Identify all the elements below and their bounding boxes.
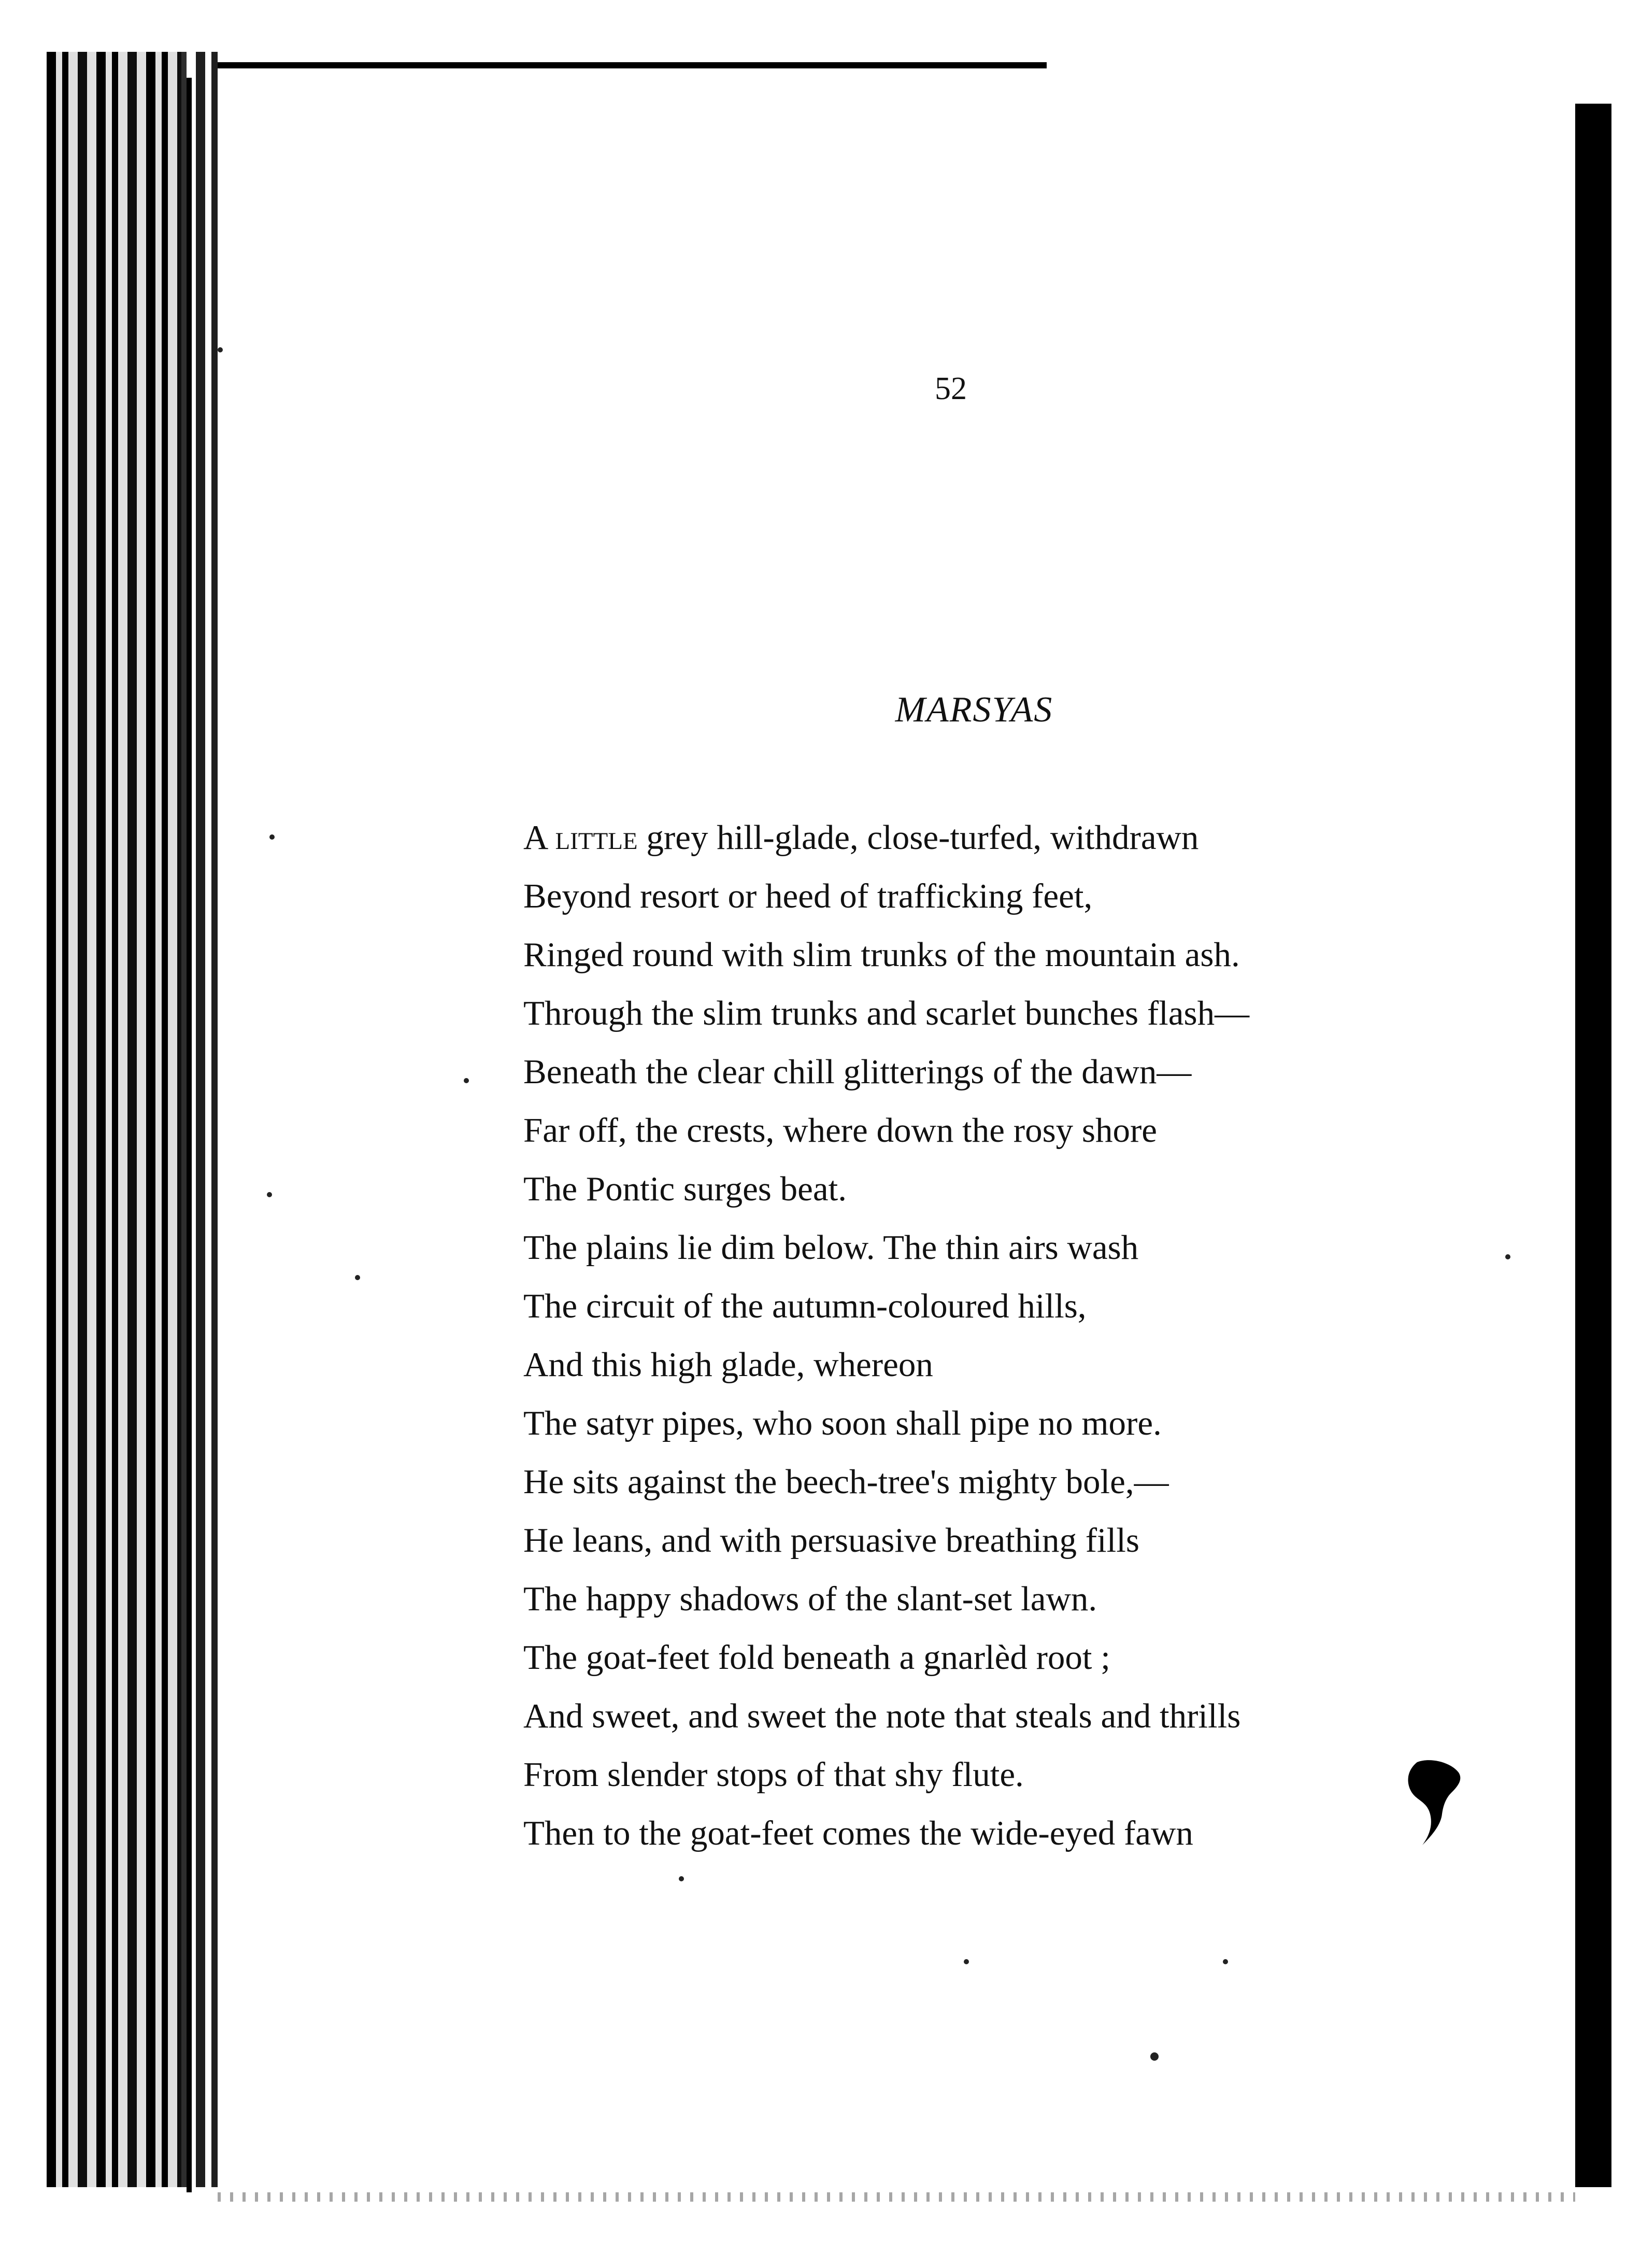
poem-line: The goat-feet fold beneath a gnarlèd root ; <box>523 1638 1110 1677</box>
scan-top-edge <box>218 62 1047 68</box>
scan-bottom-edge <box>218 2192 1575 2202</box>
poem-line: Ringed round with slim trunks of the mountain ash. <box>523 935 1240 974</box>
poem-line: Then to the goat-feet comes the wide-eyed fawn <box>523 1814 1193 1852</box>
scan-speck <box>355 1275 360 1280</box>
poem-line: He sits against the beech-tree's mighty bole,— <box>523 1463 1169 1501</box>
ink-blot-icon <box>1402 1757 1464 1850</box>
poem-line: Far off, the crests, where down the rosy shore <box>523 1111 1158 1150</box>
poem-line-text: grey hill-glade, close-turfed, withdrawn <box>646 818 1199 857</box>
poem-line: The Pontic surges beat. <box>523 1170 847 1208</box>
poem-body <box>523 809 1503 1876</box>
scan-binding-stripes <box>47 52 218 2187</box>
poem-line: Through the slim trunks and scarlet bunches flash— <box>523 994 1250 1032</box>
poem-line: And sweet, and sweet the note that steals and thrills <box>523 1697 1241 1735</box>
poem-line: The circuit of the autumn-coloured hills, <box>523 1287 1087 1325</box>
opening-small-caps: A little <box>523 818 638 857</box>
poem-line <box>523 809 1503 867</box>
scan-speck <box>1223 1959 1228 1964</box>
poem-line: Beneath the clear chill glitterings of the dawn— <box>523 1053 1192 1091</box>
scan-speck <box>218 347 223 352</box>
poem-line: From slender stops of that shy flute. <box>523 1755 1024 1794</box>
scan-speck <box>1150 2052 1159 2061</box>
scan-speck <box>464 1078 469 1083</box>
scan-binding-line <box>187 78 192 2192</box>
poem-line: And this high glade, whereon <box>523 1345 933 1384</box>
poem-line: He leans, and with persuasive breathing fills <box>523 1521 1139 1560</box>
poem-title: MARSYAS <box>895 690 1053 730</box>
scan-speck <box>679 1876 684 1881</box>
poem-line: The satyr pipes, who soon shall pipe no more. <box>523 1404 1162 1442</box>
scan-speck <box>269 834 275 840</box>
scan-right-edge <box>1575 104 1611 2187</box>
page-number: 52 <box>935 371 967 406</box>
poem-line: Beyond resort or heed of trafficking feet, <box>523 877 1093 915</box>
poem-line: The happy shadows of the slant-set lawn. <box>523 1580 1097 1618</box>
scan-speck <box>1505 1254 1510 1259</box>
scan-speck <box>964 1959 969 1964</box>
poem-line: The plains lie dim below. The thin airs wash <box>523 1228 1139 1267</box>
scan-speck <box>267 1192 272 1197</box>
